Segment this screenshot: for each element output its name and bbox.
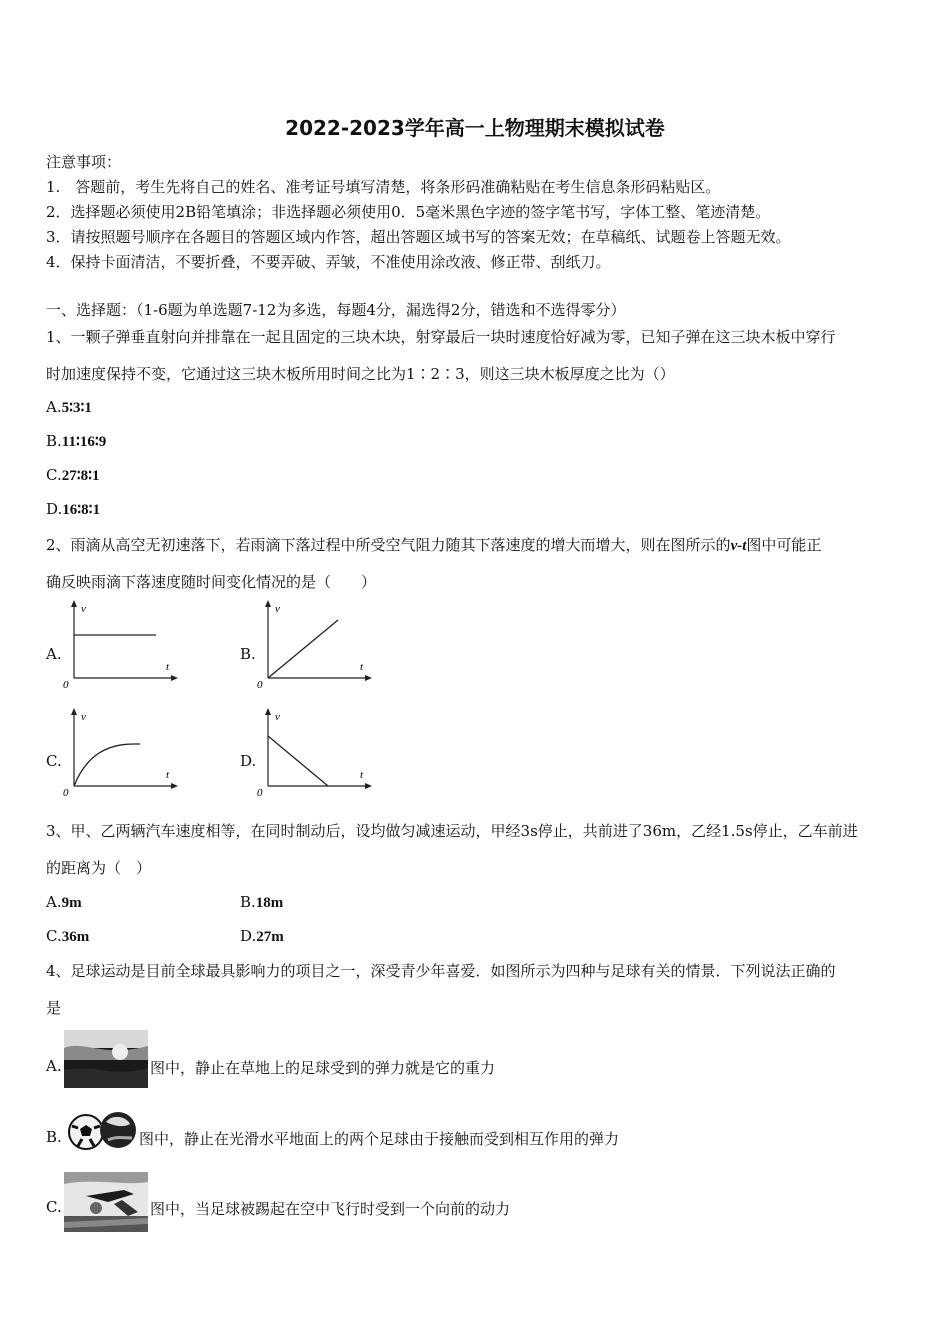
q1-option-b: B.11∶16∶9 xyxy=(46,432,107,450)
graph-d xyxy=(256,706,376,798)
graph-d-origin: 0 xyxy=(257,787,263,798)
graph-c xyxy=(62,706,182,798)
q4-photo-c xyxy=(64,1172,148,1232)
graph-b xyxy=(256,598,376,690)
q2-stem-line2: 确反映雨滴下落速度随时间变化情况的是（ ） xyxy=(46,573,377,591)
graph-a-key: A. xyxy=(46,645,62,663)
section-heading: 一、选择题：（1-6题为单选题7-12为多选，每题4分，漏选得2分，错选和不选得零分） xyxy=(46,301,626,319)
q4-photo-a xyxy=(64,1030,148,1088)
q3-stem-line1: 3、甲、乙两辆汽车速度相等，在同时制动后，设均做匀减速运动，甲经3s停止，共前进了36m，乙经1.5s停止，乙车前进 xyxy=(46,822,858,840)
q4-stem-line2: 是 xyxy=(46,999,62,1017)
graph-d-v-label: v xyxy=(275,711,280,723)
graph-c-curve xyxy=(74,744,140,786)
notice-item-4: 4．保持卡面清洁，不要折叠，不要弄破、弄皱，不准使用涂改液、修正带、刮纸刀。 xyxy=(46,253,611,271)
graph-a-origin: 0 xyxy=(63,679,69,690)
q1-stem-line1: 1、一颗子弹垂直射向并排靠在一起且固定的三块木块，射穿最后一块时速度恰好减为零，已知子弹在这三块木板中穿行 xyxy=(46,328,836,346)
graph-c-t-label: t xyxy=(166,769,170,781)
graph-b-curve xyxy=(268,620,338,678)
graph-b-v-label: v xyxy=(275,603,280,615)
q1-option-c: C.27∶8∶1 xyxy=(46,466,100,484)
q1-option-d: D.16∶8∶1 xyxy=(46,500,101,518)
graph-a-t-label: t xyxy=(166,661,170,673)
q3-option-c: C.36m xyxy=(46,927,90,945)
q3-option-a: A.9m xyxy=(46,893,82,911)
q1-stem-line2: 时加速度保持不变，它通过这三块木板所用时间之比为1∶2∶3，则这三块木板厚度之比为（） xyxy=(46,365,675,383)
q4-option-a-text: 图中，静止在草地上的足球受到的弹力就是它的重力 xyxy=(150,1059,496,1077)
graph-a-v-label: v xyxy=(81,603,86,615)
q3-option-b: B.18m xyxy=(240,893,284,911)
graph-c-key: C. xyxy=(46,752,62,770)
q4-option-c-text: 图中，当足球被踢起在空中飞行时受到一个向前的动力 xyxy=(150,1200,511,1218)
graph-b-origin: 0 xyxy=(257,679,263,690)
graph-c-origin: 0 xyxy=(63,787,69,798)
q2-vt-label: v-t xyxy=(730,538,747,554)
q3-stem-line2: 的距离为（ ） xyxy=(46,859,152,877)
q4-option-b-text: 图中，静止在光滑水平地面上的两个足球由于接触而受到相互作用的弹力 xyxy=(139,1130,620,1148)
graph-d-key: D. xyxy=(240,752,257,770)
q2-stem-line1: 2、雨滴从高空无初速落下，若雨滴下落过程中所受空气阻力随其下落速度的增大而增大，则在图所示的v-t图中可能正 xyxy=(46,536,822,554)
notice-item-1: 1. 答题前，考生先将自己的姓名、准考证号填写清楚，将条形码准确粘贴在考生信息条形码粘贴区。 xyxy=(46,178,721,196)
q1-option-a: A.5∶3∶1 xyxy=(46,398,92,416)
graph-d-t-label: t xyxy=(360,769,364,781)
q4-stem-line1: 4、足球运动是目前全球最具影响力的项目之一，深受青少年喜爱．如图所示为四种与足球有关的情景．下列说法正确的 xyxy=(46,962,836,980)
q4-option-c-key: C. xyxy=(46,1198,62,1216)
graph-b-t-label: t xyxy=(360,661,364,673)
q4-photo-b xyxy=(66,1108,138,1154)
graph-c-v-label: v xyxy=(81,711,86,723)
notice-heading: 注意事项： xyxy=(46,153,122,171)
notice-item-2: 2．选择题必须使用2B铅笔填涂；非选择题必须使用0．5毫米黑色字迹的签字笔书写，字体工整、笔迹清楚。 xyxy=(46,203,771,221)
notice-item-3: 3．请按照题号顺序在各题目的答题区域内作答，超出答题区域书写的答案无效；在草稿纸、试题卷上答题无效。 xyxy=(46,228,791,246)
q4-option-b-key: B. xyxy=(46,1128,62,1146)
page-title: 2022-2023学年高一上物理期末模拟试卷 xyxy=(285,116,665,140)
q3-option-d: D.27m xyxy=(240,927,284,945)
graph-b-key: B. xyxy=(240,645,256,663)
graph-d-curve xyxy=(268,736,328,786)
graph-a xyxy=(62,598,182,690)
q4-option-a-key: A. xyxy=(46,1057,62,1075)
